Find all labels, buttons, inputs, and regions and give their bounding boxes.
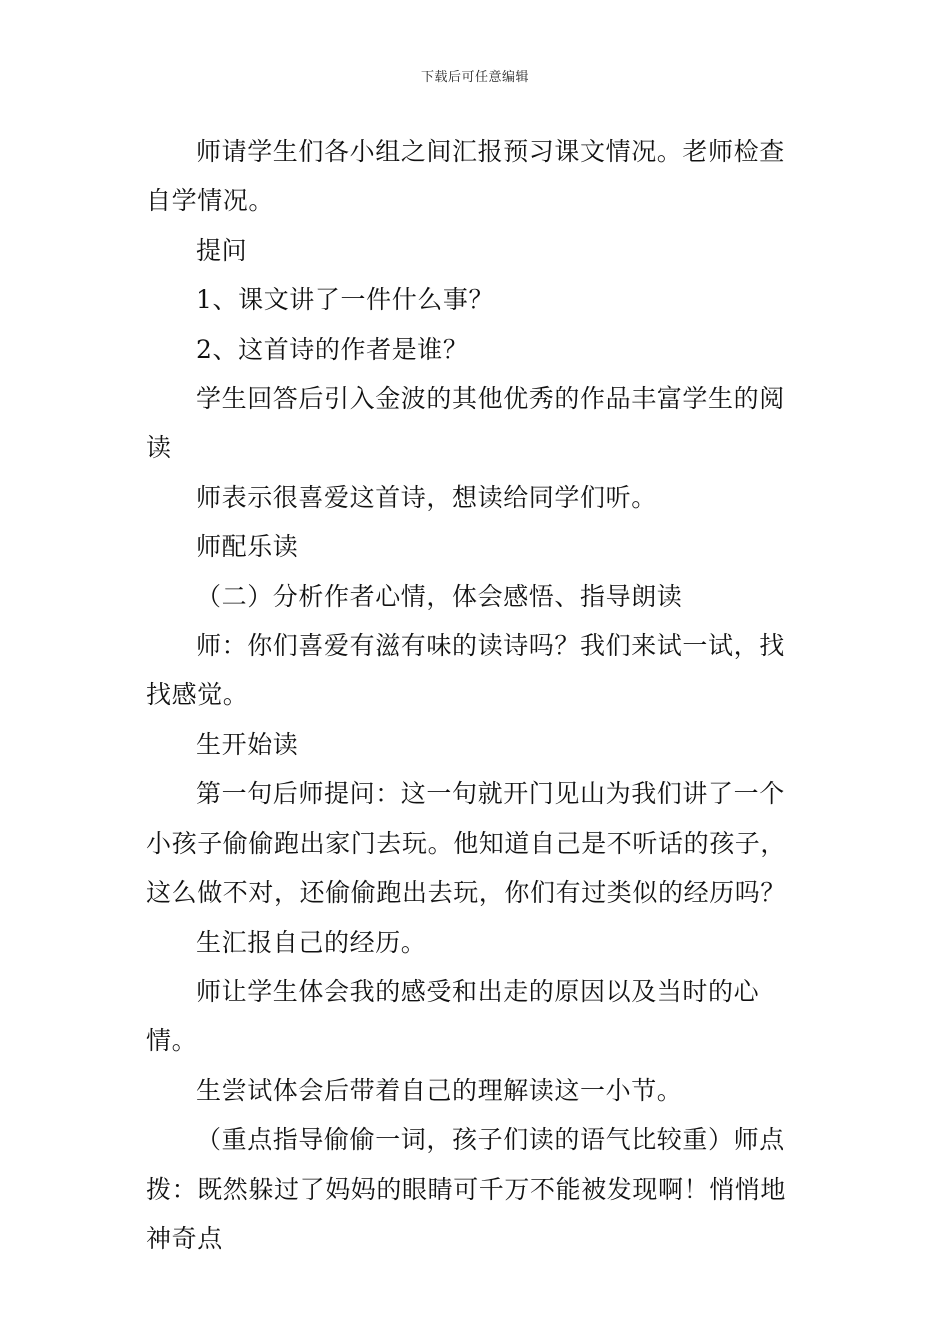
paragraph: 生尝试体会后带着自己的理解读这一小节。: [196, 1075, 683, 1105]
paragraph: 2、这首诗的作者是谁？: [196, 334, 469, 364]
paragraph: 1、课文讲了一件什么事？: [196, 285, 495, 315]
paragraph: 提问: [196, 235, 248, 265]
paragraph: （重点指导偷偷一词，孩子们读的语气比较重）师点拨：既然躲过了妈妈的眼睛可千万不能被发现啊！悄悄地神奇点: [146, 1125, 787, 1253]
paragraph: 师让学生体会我的感受和出走的原因以及当时的心情。: [146, 976, 760, 1056]
paragraph: 师表示很喜爱这首诗，想读给同学们听。: [196, 482, 657, 512]
document-body: [146, 127, 808, 1263]
paragraph: （二）分析作者心情，体会感悟、指导朗读: [196, 581, 683, 611]
paragraph: 生汇报自己的经历。: [196, 927, 427, 957]
paragraph: 师配乐读: [196, 532, 299, 562]
paragraph: 第一句后师提问：这一句就开门见山为我们讲了一个小孩子偷偷跑出家门去玩。他知道自己是不听话的孩子，这么做不对，还偷偷跑出去玩，你们有过类似的经历吗？: [146, 779, 787, 908]
paragraph: 师：你们喜爱有滋有味的读诗吗？我们来试一试，找找感觉。: [146, 631, 785, 710]
page-header-note: 下载后可任意编辑: [420, 70, 529, 85]
paragraph: 生开始读: [196, 729, 299, 759]
paragraph: 学生回答后引入金波的其他优秀的作品丰富学生的阅读: [146, 384, 785, 463]
paragraph: 师请学生们各小组之间汇报预习课文情况。老师检查自学情况。: [146, 137, 785, 216]
